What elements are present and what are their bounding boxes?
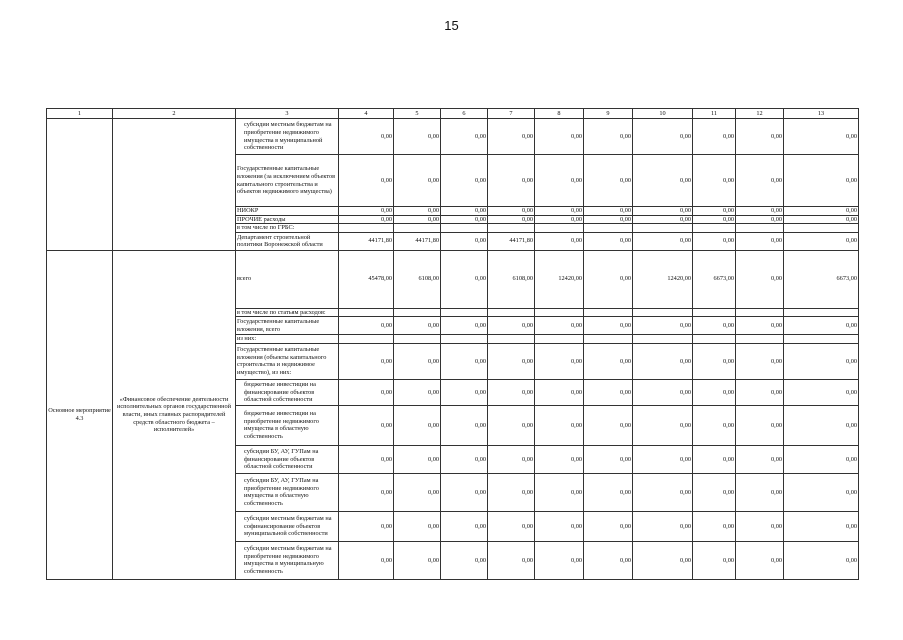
expense-description: НИОКР	[236, 207, 339, 216]
amount-cell-col4: 0,00	[339, 379, 394, 405]
amount-cell-col6: 0,00	[441, 119, 488, 155]
activity-name: «Финансовое обеспечение деятельности исполнительных органов государственной власти, иных главных распорядителей средств областного бюджета – исполнителей»	[113, 250, 236, 579]
amount-cell-col12: 0,00	[736, 215, 784, 224]
amount-cell-col6: 0,00	[441, 155, 488, 207]
amount-cell-col9: 0,00	[584, 445, 633, 473]
amount-cell-col12: 0,00	[736, 473, 784, 511]
amount-cell-col4: 0,00	[339, 207, 394, 216]
column-number-7: 7	[488, 109, 535, 119]
amount-cell-col11: 0,00	[693, 541, 736, 579]
amount-cell-col13: 0,00	[784, 473, 859, 511]
amount-cell-col7: 44171,80	[488, 232, 535, 250]
amount-cell-col9: 0,00	[584, 405, 633, 445]
amount-cell-col13: 0,00	[784, 207, 859, 216]
amount-cell-col5: 44171,80	[394, 232, 441, 250]
expense-description: субсидии местным бюджетам на софинансирование объектов муниципальной собственности	[236, 511, 339, 541]
amount-cell-col9: 0,00	[584, 317, 633, 335]
column-number-13: 13	[784, 109, 859, 119]
amount-cell-col8: 0,00	[535, 343, 584, 379]
expense-description: бюджетные инвестиции на приобретение недвижимого имущества в областную собственность	[236, 405, 339, 445]
amount-cell-col11: 0,00	[693, 511, 736, 541]
amount-cell-col13: 0,00	[784, 317, 859, 335]
column-number-10: 10	[633, 109, 693, 119]
amount-cell-col7: 0,00	[488, 119, 535, 155]
amount-cell-col9	[584, 224, 633, 233]
amount-cell-col7: 0,00	[488, 473, 535, 511]
expense-description: субсидии местным бюджетам на приобретение недвижимого имущества в муниципальную собственность	[236, 541, 339, 579]
activity-code: Основное мероприятие 4.3	[47, 250, 113, 579]
amount-cell-col6: 0,00	[441, 207, 488, 216]
amount-cell-col13: 0,00	[784, 343, 859, 379]
col2-empty-cell	[113, 119, 236, 251]
amount-cell-col5: 6108,00	[394, 250, 441, 308]
amount-cell-col8: 0,00	[535, 207, 584, 216]
amount-cell-col11: 0,00	[693, 405, 736, 445]
amount-cell-col9: 0,00	[584, 207, 633, 216]
amount-cell-col12: 0,00	[736, 155, 784, 207]
amount-cell-col12: 0,00	[736, 250, 784, 308]
amount-cell-col7: 0,00	[488, 317, 535, 335]
amount-cell-col12: 0,00	[736, 207, 784, 216]
column-number-11: 11	[693, 109, 736, 119]
amount-cell-col8: 0,00	[535, 445, 584, 473]
amount-cell-col11	[693, 335, 736, 344]
amount-cell-col5: 0,00	[394, 379, 441, 405]
amount-cell-col7: 0,00	[488, 405, 535, 445]
amount-cell-col11	[693, 308, 736, 317]
amount-cell-col10: 0,00	[633, 207, 693, 216]
amount-cell-col4: 0,00	[339, 215, 394, 224]
amount-cell-col7	[488, 335, 535, 344]
expense-description: субсидии местным бюджетам на приобретение недвижимого имущества в муниципальной собственности	[236, 119, 339, 155]
amount-cell-col5: 0,00	[394, 511, 441, 541]
expense-description: субсидии БУ, АУ, ГУПам на финансирование объектов областной собственности	[236, 445, 339, 473]
amount-cell-col10: 0,00	[633, 215, 693, 224]
amount-cell-col4	[339, 308, 394, 317]
amount-cell-col13: 0,00	[784, 155, 859, 207]
table-row	[47, 119, 859, 155]
col1-empty-cell	[47, 119, 113, 251]
column-number-12: 12	[736, 109, 784, 119]
amount-cell-col6	[441, 224, 488, 233]
column-number-1: 1	[47, 109, 113, 119]
amount-cell-col5: 0,00	[394, 343, 441, 379]
amount-cell-col5: 0,00	[394, 541, 441, 579]
amount-cell-col12: 0,00	[736, 445, 784, 473]
column-number-8: 8	[535, 109, 584, 119]
amount-cell-col13: 0,00	[784, 232, 859, 250]
amount-cell-col5: 0,00	[394, 445, 441, 473]
expense-description: Государственные капитальные вложения, всего	[236, 317, 339, 335]
amount-cell-col5: 0,00	[394, 405, 441, 445]
amount-cell-col10: 0,00	[633, 155, 693, 207]
amount-cell-col10: 0,00	[633, 511, 693, 541]
amount-cell-col13: 0,00	[784, 119, 859, 155]
amount-cell-col10: 0,00	[633, 445, 693, 473]
amount-cell-col11: 0,00	[693, 155, 736, 207]
amount-cell-col7: 0,00	[488, 445, 535, 473]
expense-description: в том числе по ГРБС:	[236, 224, 339, 233]
table-body	[47, 109, 859, 580]
amount-cell-col6: 0,00	[441, 250, 488, 308]
amount-cell-col6: 0,00	[441, 343, 488, 379]
amount-cell-col10: 0,00	[633, 343, 693, 379]
column-number-2: 2	[113, 109, 236, 119]
amount-cell-col8	[535, 224, 584, 233]
amount-cell-col11: 0,00	[693, 445, 736, 473]
amount-cell-col13: 0,00	[784, 215, 859, 224]
expense-description: Департамент строительной политики Воронежской области	[236, 232, 339, 250]
amount-cell-col5	[394, 335, 441, 344]
column-number-6: 6	[441, 109, 488, 119]
amount-cell-col4: 45478,00	[339, 250, 394, 308]
amount-cell-col7: 0,00	[488, 155, 535, 207]
amount-cell-col4	[339, 224, 394, 233]
amount-cell-col8	[535, 335, 584, 344]
expense-description: бюджетные инвестиции на финансирование объектов областной собственности	[236, 379, 339, 405]
amount-cell-col11: 0,00	[693, 207, 736, 216]
expense-description: из них:	[236, 335, 339, 344]
amount-cell-col4: 0,00	[339, 473, 394, 511]
expense-description: Государственные капитальные вложения (за исключением объектов капитального строительства и объектов недвижимого имущества)	[236, 155, 339, 207]
amount-cell-col7: 0,00	[488, 215, 535, 224]
amount-cell-col4: 0,00	[339, 445, 394, 473]
amount-cell-col12: 0,00	[736, 405, 784, 445]
amount-cell-col6: 0,00	[441, 541, 488, 579]
amount-cell-col6: 0,00	[441, 445, 488, 473]
amount-cell-col4: 0,00	[339, 343, 394, 379]
amount-cell-col8	[535, 308, 584, 317]
amount-cell-col10: 0,00	[633, 379, 693, 405]
amount-cell-col12: 0,00	[736, 511, 784, 541]
amount-cell-col9: 0,00	[584, 155, 633, 207]
amount-cell-col12: 0,00	[736, 343, 784, 379]
budget-table	[46, 108, 859, 580]
amount-cell-col9: 0,00	[584, 473, 633, 511]
amount-cell-col4: 44171,80	[339, 232, 394, 250]
column-number-5: 5	[394, 109, 441, 119]
amount-cell-col13: 0,00	[784, 511, 859, 541]
amount-cell-col4: 0,00	[339, 155, 394, 207]
amount-cell-col10: 0,00	[633, 119, 693, 155]
amount-cell-col4: 0,00	[339, 405, 394, 445]
amount-cell-col12: 0,00	[736, 317, 784, 335]
amount-cell-col8: 12420,00	[535, 250, 584, 308]
amount-cell-col4: 0,00	[339, 541, 394, 579]
amount-cell-col9: 0,00	[584, 343, 633, 379]
amount-cell-col6: 0,00	[441, 317, 488, 335]
amount-cell-col5: 0,00	[394, 207, 441, 216]
amount-cell-col5	[394, 224, 441, 233]
amount-cell-col9: 0,00	[584, 511, 633, 541]
amount-cell-col10	[633, 224, 693, 233]
page-number: 15	[444, 18, 459, 33]
amount-cell-col8: 0,00	[535, 405, 584, 445]
amount-cell-col13: 0,00	[784, 541, 859, 579]
amount-cell-col10: 0,00	[633, 317, 693, 335]
amount-cell-col11: 6673,00	[693, 250, 736, 308]
amount-cell-col7: 0,00	[488, 207, 535, 216]
amount-cell-col8: 0,00	[535, 232, 584, 250]
amount-cell-col11: 0,00	[693, 379, 736, 405]
amount-cell-col5	[394, 308, 441, 317]
amount-cell-col7	[488, 308, 535, 317]
expense-description: в том числе по статьям расходов:	[236, 308, 339, 317]
amount-cell-col9: 0,00	[584, 541, 633, 579]
amount-cell-col6: 0,00	[441, 405, 488, 445]
column-number-9: 9	[584, 109, 633, 119]
amount-cell-col8: 0,00	[535, 379, 584, 405]
amount-cell-col8: 0,00	[535, 155, 584, 207]
amount-cell-col4: 0,00	[339, 119, 394, 155]
amount-cell-col13	[784, 308, 859, 317]
expense-description: всего	[236, 250, 339, 308]
amount-cell-col12	[736, 335, 784, 344]
amount-cell-col13: 0,00	[784, 445, 859, 473]
amount-cell-col5: 0,00	[394, 317, 441, 335]
amount-cell-col11	[693, 224, 736, 233]
amount-cell-col13	[784, 224, 859, 233]
amount-cell-col7: 0,00	[488, 343, 535, 379]
amount-cell-col11: 0,00	[693, 317, 736, 335]
amount-cell-col7: 0,00	[488, 511, 535, 541]
amount-cell-col9: 0,00	[584, 232, 633, 250]
column-number-row	[47, 109, 859, 119]
amount-cell-col12: 0,00	[736, 119, 784, 155]
amount-cell-col11: 0,00	[693, 473, 736, 511]
amount-cell-col10: 0,00	[633, 473, 693, 511]
amount-cell-col5: 0,00	[394, 473, 441, 511]
amount-cell-col5: 0,00	[394, 155, 441, 207]
amount-cell-col12	[736, 308, 784, 317]
amount-cell-col6: 0,00	[441, 473, 488, 511]
amount-cell-col9	[584, 308, 633, 317]
table-row	[47, 250, 859, 308]
expense-description: Государственные капитальные вложения (объекты капитального строительства и недвижимое имущество), из них:	[236, 343, 339, 379]
amount-cell-col8: 0,00	[535, 473, 584, 511]
amount-cell-col13: 6673,00	[784, 250, 859, 308]
amount-cell-col9: 0,00	[584, 215, 633, 224]
amount-cell-col11: 0,00	[693, 232, 736, 250]
amount-cell-col13: 0,00	[784, 379, 859, 405]
amount-cell-col6: 0,00	[441, 511, 488, 541]
amount-cell-col11: 0,00	[693, 343, 736, 379]
amount-cell-col4	[339, 335, 394, 344]
amount-cell-col6: 0,00	[441, 232, 488, 250]
amount-cell-col5: 0,00	[394, 215, 441, 224]
amount-cell-col9: 0,00	[584, 250, 633, 308]
amount-cell-col7: 0,00	[488, 379, 535, 405]
amount-cell-col6: 0,00	[441, 215, 488, 224]
amount-cell-col9	[584, 335, 633, 344]
amount-cell-col13	[784, 335, 859, 344]
amount-cell-col10: 0,00	[633, 541, 693, 579]
amount-cell-col10: 12420,00	[633, 250, 693, 308]
amount-cell-col6	[441, 308, 488, 317]
amount-cell-col10: 0,00	[633, 232, 693, 250]
expense-description: ПРОЧИЕ расходы	[236, 215, 339, 224]
amount-cell-col12: 0,00	[736, 541, 784, 579]
amount-cell-col8: 0,00	[535, 317, 584, 335]
amount-cell-col4: 0,00	[339, 317, 394, 335]
amount-cell-col10	[633, 335, 693, 344]
amount-cell-col12: 0,00	[736, 379, 784, 405]
amount-cell-col8: 0,00	[535, 119, 584, 155]
amount-cell-col8: 0,00	[535, 215, 584, 224]
column-number-4: 4	[339, 109, 394, 119]
column-number-3: 3	[236, 109, 339, 119]
amount-cell-col9: 0,00	[584, 119, 633, 155]
amount-cell-col6	[441, 335, 488, 344]
amount-cell-col6: 0,00	[441, 379, 488, 405]
amount-cell-col13: 0,00	[784, 405, 859, 445]
amount-cell-col7	[488, 224, 535, 233]
amount-cell-col11: 0,00	[693, 215, 736, 224]
amount-cell-col10	[633, 308, 693, 317]
amount-cell-col7: 6108,00	[488, 250, 535, 308]
amount-cell-col5: 0,00	[394, 119, 441, 155]
amount-cell-col7: 0,00	[488, 541, 535, 579]
amount-cell-col12: 0,00	[736, 232, 784, 250]
amount-cell-col8: 0,00	[535, 511, 584, 541]
expense-description: субсидии БУ, АУ, ГУПам на приобретение недвижимого имущества в областную собственность	[236, 473, 339, 511]
amount-cell-col4: 0,00	[339, 511, 394, 541]
amount-cell-col11: 0,00	[693, 119, 736, 155]
amount-cell-col10: 0,00	[633, 405, 693, 445]
amount-cell-col9: 0,00	[584, 379, 633, 405]
amount-cell-col12	[736, 224, 784, 233]
amount-cell-col8: 0,00	[535, 541, 584, 579]
